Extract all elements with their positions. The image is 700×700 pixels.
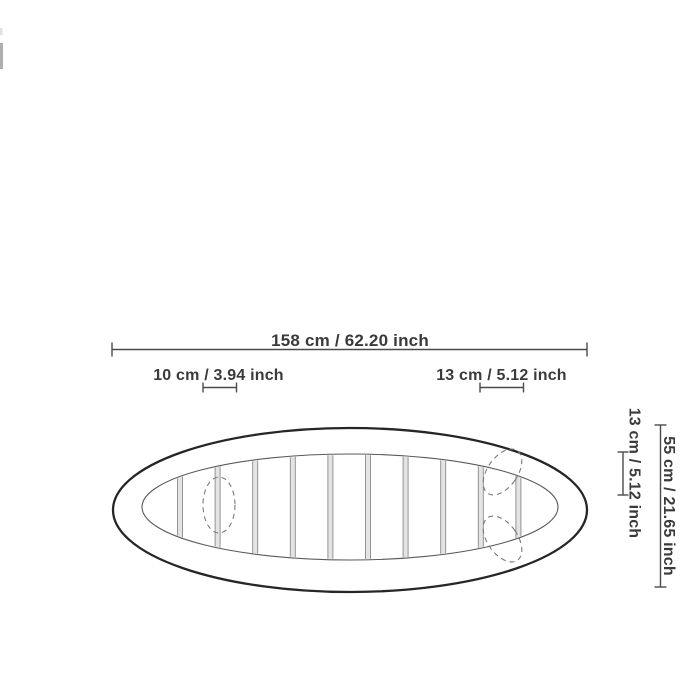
slat-7 — [403, 448, 408, 568]
overall-width-dimension — [112, 331, 587, 357]
screen-edge-artifact-bottom — [0, 43, 3, 69]
right-feature-dimension — [436, 367, 567, 393]
left-feature-label: 10 cm / 3.94 inch — [153, 367, 284, 384]
slat-6 — [366, 448, 371, 568]
slat-8 — [441, 448, 446, 568]
overall-depth-label: 55 cm / 21.65 inch — [660, 436, 677, 576]
screen-edge-artifact-top — [0, 28, 3, 35]
side-feature-dimension — [618, 408, 643, 539]
left-feature-dimension — [153, 367, 284, 393]
slat-5 — [328, 448, 333, 568]
overall-width-label: 158 cm / 62.20 inch — [271, 331, 429, 350]
side-feature-label: 13 cm / 5.12 inch — [625, 407, 643, 539]
overall-depth-dimension — [655, 425, 678, 587]
slat-4 — [290, 448, 295, 568]
right-feature-label: 13 cm / 5.12 inch — [436, 367, 567, 384]
tray-drawing — [113, 428, 587, 592]
slat-3 — [253, 448, 258, 568]
